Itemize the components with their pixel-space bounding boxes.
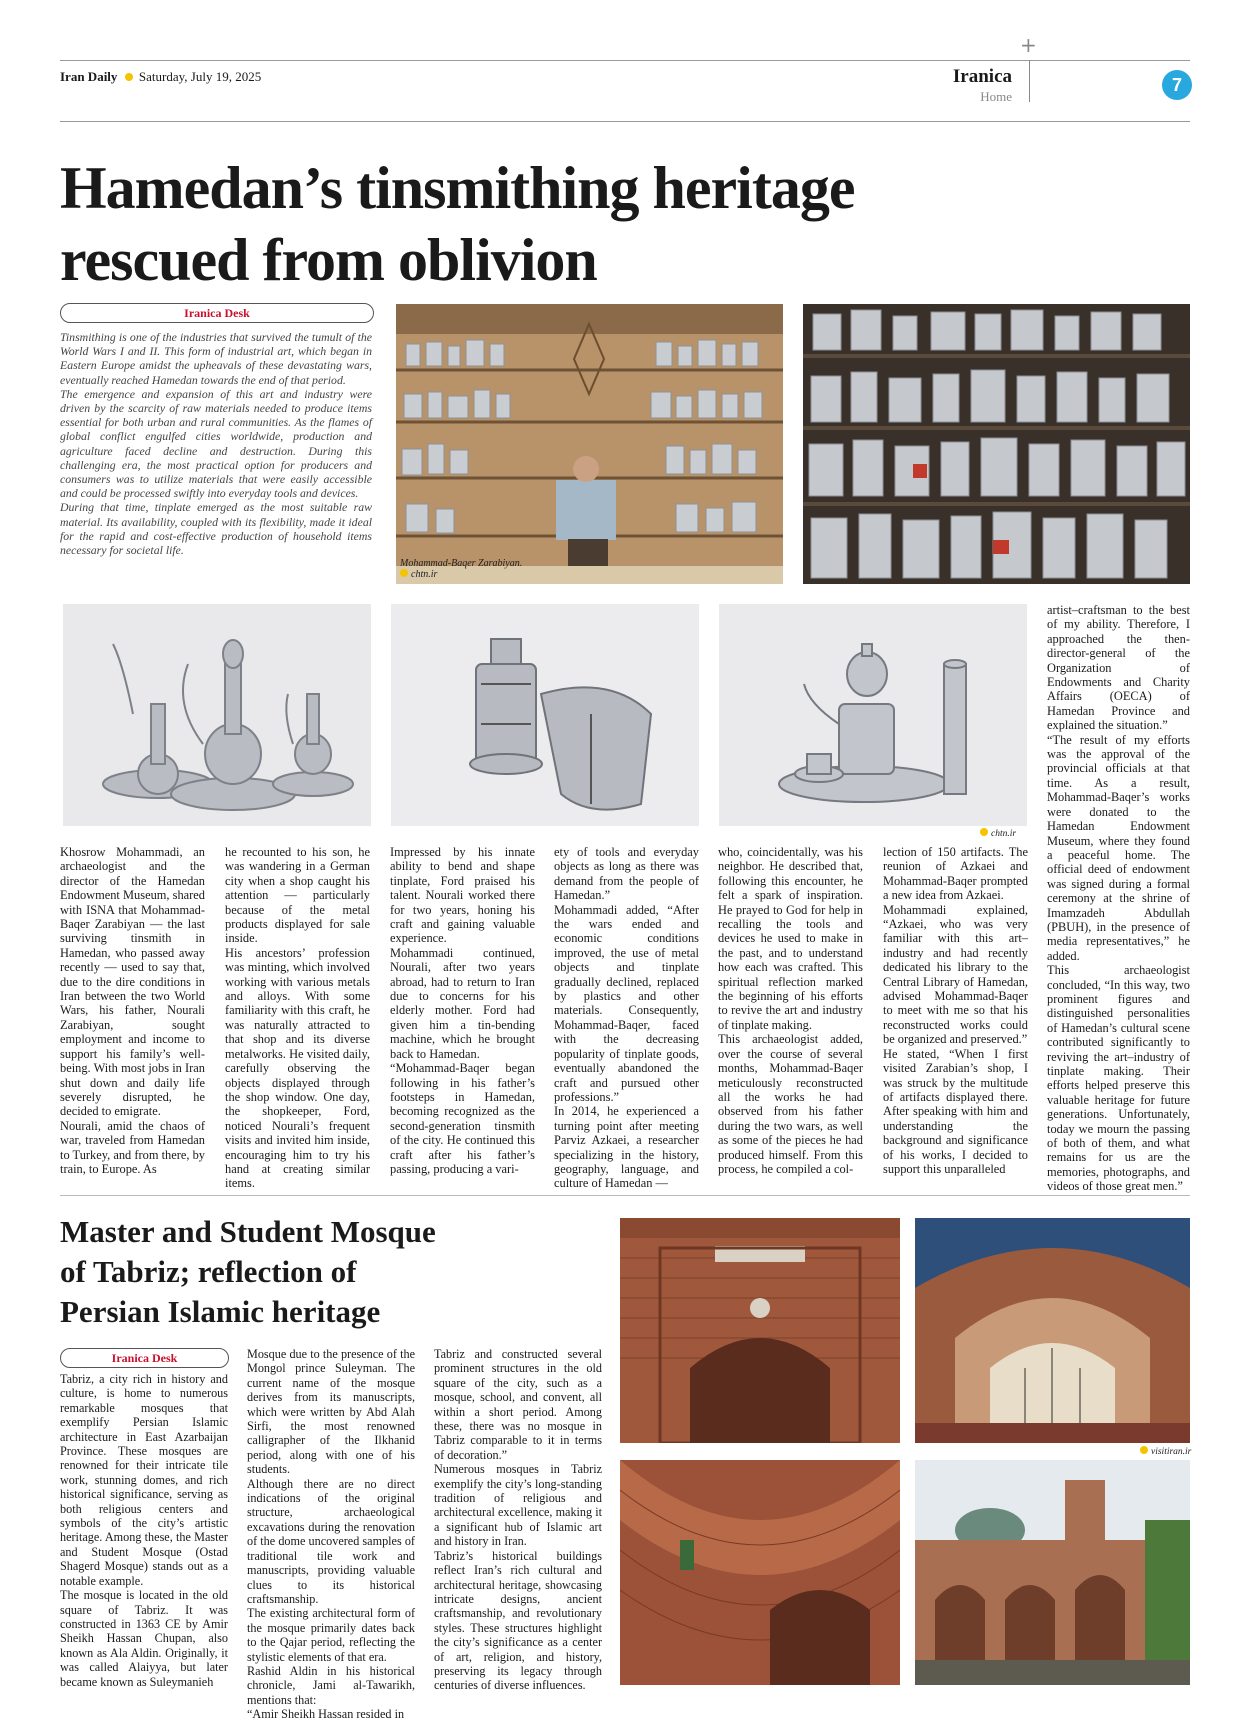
- mosque-brick-arches-photo: [620, 1460, 900, 1685]
- separator-dot-icon: [125, 73, 133, 81]
- article1-column-1: [60, 845, 205, 1176]
- caption-text: Mohammad-Baqer Zarabiyan.: [400, 558, 523, 569]
- credit-dot-icon: [400, 569, 408, 577]
- article1-column-7: [1047, 603, 1190, 1194]
- body-paragraph: The existing architectural form of the mosque primarily dates back to the Qajar period, reflecting the stylistic elements of that era.: [247, 1606, 415, 1664]
- body-paragraph: Mohammadi added, “After the wars ended and economic conditions improved, the use of metal objects and tinplate gradually declined, replaced by plastics and other materials. Consequently, Mohammad-Baqer, faced with the decreasing popularity of tinplate goods, eventually abandoned the craft and pursued other professions.”: [554, 902, 699, 1104]
- article1-column-3: [390, 845, 535, 1176]
- credit-dot-icon: [1140, 1446, 1148, 1454]
- body-paragraph: This archaeologist concluded, “In this way, two prominent figures and distinguished personalities of Hamedan’s cultural scene contributed significantly to reviving the art–industry of tinplate making. Their efforts helped preserve this valuable heritage for future generations. Unfortunately, today we mourn the passing of both of them, and what remains for us are the memories, photographs, and videos of those great men.”: [1047, 963, 1190, 1194]
- headline-line-2: of Tabriz; reflection of: [60, 1254, 357, 1289]
- body-paragraph: Khosrow Mohammadi, an archaeologist and the director of the Hamedan Endowment Museum, shared with ISNA that Mohammad-Baqer Zarabiyan — the last surviving tinsmith in Hamedan, who passed away recently — used to say that, due to the dire conditions in Iran between the two World Wars, his father, Nourali Zarabiyan, sought employment and income to support his family’s well-being. With most jobs in Iran shut down and daily life severely disrupted, he decided to emigrate.: [60, 845, 205, 1119]
- article2-column-1: [60, 1372, 228, 1689]
- header-top-rule: [60, 60, 1190, 61]
- body-paragraph: “The result of my efforts was the approval of the provincial officials at that time. As a result, Mohammad-Baqer’s works were donated to the Hamedan Endowment Museum, where they found a peaceful home. The official deed of endowment was signed during a formal ceremony at the shrine of Imamzadeh Abdullah (PBUH), in the presence of media representatives,” he added.: [1047, 732, 1190, 963]
- headline-line-1: Hamedan’s tinsmithing heritage: [60, 155, 855, 221]
- body-paragraph: In 2014, he experienced a turning point after meeting Parviz Azkaei, a researcher specializing in the history, geography, language, and culture of Hamedan —: [554, 1104, 699, 1191]
- body-paragraph: Mohammadi continued, Nourali, after two years abroad, had to return to Iran due to concerns for his elderly mother. Ford had given him a tin-bending machine, which he brought back to Hamedan.: [390, 945, 535, 1061]
- crop-mark-icon: +: [1020, 33, 1037, 57]
- article1-column-6: [883, 845, 1028, 1176]
- article1-headline: [60, 152, 854, 296]
- article1-column-4: [554, 845, 699, 1191]
- body-paragraph: Tabriz and constructed several prominent structures in the old square of the city, such as a mosque, school, and convent, all within a short period. Among these, there was no mosque in Tabriz comparable to it in terms of decoration.”: [434, 1347, 602, 1462]
- header-left: [60, 69, 261, 85]
- body-paragraph: Numerous mosques in Tabriz exemplify the city’s long-standing tradition of religious and architectural excellence, making it a significant hub of Islamic art and history in Iran.: [434, 1462, 602, 1549]
- page-number-badge: [1162, 70, 1192, 100]
- lead-paragraph: The emergence and expansion of this art and industry were driven by the scarcity of raw materials needed to produce items essential for both urban and rural communities. As the flames of global conflict engulfed cities worldwide, production and agriculture faced decline and destruction. During this challenging era, the most practical option for producers and consumers was to utilize materials that were easily accessible and could be processed swiftly into everyday tools and devices.: [60, 386, 372, 501]
- headline-line-2: rescued from oblivion: [60, 227, 597, 293]
- lead-paragraph: Tinsmithing is one of the industries that survived the tumult of the World Wars I and II. This form of industrial art, which began in Eastern Europe amidst the upheavals of these devastating wars, eventually reached Hamedan towards the end of that period.: [60, 330, 372, 387]
- body-paragraph: “Amir Sheikh Hassan resided in: [247, 1707, 405, 1722]
- article2-column-3: [434, 1347, 602, 1693]
- body-paragraph: ety of tools and everyday objects as long as there was demand from the people of Hamedan.”: [554, 845, 699, 903]
- headline-line-3: Persian Islamic heritage: [60, 1294, 381, 1329]
- lead-paragraph: During that time, tinplate emerged as the most suitable raw material. Its availability, coupled with its flexibility, made it ideal for the rapid and cost-effective production of household items necessary for societal life.: [60, 500, 372, 558]
- body-paragraph: Tabriz’s historical buildings reflect Iran’s rich cultural and architectural heritage, showcasing intricate designs, ancient craftsmanship, and revolutionary styles. These structures highlight the city’s significance as a center of art, religion, and history, preserving its legacy through centuries of diverse influences.: [434, 1548, 602, 1693]
- mosque-interior-dome-photo: [915, 1218, 1190, 1443]
- mosque-courtyard-photo: [915, 1460, 1190, 1685]
- body-paragraph: The mosque is located in the old square of Tabriz. It was constructed in 1363 CE by Amir Sheikh Hassan Chupan, also known as Ala Aldin. Originally, it was called Alaiyya, but later became known as Suleymanieh: [60, 1588, 228, 1689]
- article2-desk-label: Iranica Desk: [60, 1348, 229, 1368]
- tin-shelves-photo: [803, 304, 1190, 584]
- credit-dot-icon: [980, 828, 988, 836]
- section-title: Iranica: [952, 66, 1012, 87]
- body-paragraph: “Mohammad-Baqer began following in his father’s footsteps in Hamedan, becoming recognized as the second-generation tinsmith of the city. He continued this craft after his father’s passing, producing a vari-: [390, 1061, 535, 1176]
- credit-text: visitiran.ir: [1151, 1447, 1192, 1457]
- header-divider: [1029, 60, 1030, 102]
- artifact-photo-credit: [980, 828, 1016, 839]
- mosque-entrance-photo: [620, 1218, 900, 1443]
- credit-text: chtn.ir: [411, 569, 438, 580]
- article2-column-2: [247, 1347, 415, 1722]
- body-paragraph: This archaeologist added, over the course of several months, Mohammad-Baqer meticulously reconstructed all the works he had observed from his father during the two wars, as well as some of the pieces he had produced himself. From this process, he compiled a col-: [718, 1032, 863, 1176]
- headline-line-1: Master and Student Mosque: [60, 1214, 436, 1249]
- credit-text: chtn.ir: [991, 829, 1017, 839]
- body-paragraph: Mosque due to the presence of the Mongol prince Suleyman. The current name of the mosque derives from its manuscripts, which were written by Abd Alah Sirfi, the most renowned calligrapher of the Ilkhanid period, along with one of his students.: [247, 1347, 415, 1477]
- photo-credit: [400, 569, 522, 580]
- body-paragraph: he recounted to his son, he was wandering in a German city when a shop caught his attention — particularly because of the metal products displayed for sale inside.: [225, 845, 370, 946]
- article1-desk-label: Iranica Desk: [60, 303, 374, 323]
- body-paragraph: His ancestors’ profession was minting, which involved working with various metals and alloys. With some familiarity with this craft, he was naturally attracted to that shop and its diverse metalworks. He visited daily, carefully observing the objects displayed through the shop window. One day, the shopkeeper, Ford, noticed Nourali’s frequent visits and invited him inside, encouraging him to try his hand at creating similar items.: [225, 945, 370, 1191]
- body-paragraph: Rashid Aldin in his historical chronicle, Jami al-Tawarikh, mentions that:: [247, 1663, 415, 1707]
- article2-headline: [60, 1212, 436, 1332]
- issue-date: Saturday, July 19, 2025: [138, 69, 262, 84]
- tin-ewers-photo: [63, 604, 371, 826]
- header-bottom-rule: [60, 121, 1190, 122]
- body-paragraph: Impressed by his innate ability to bend and shape tinplate, Ford praised his talent. Nourali worked there for two years, honing his craft and gaining valuable experience.: [390, 845, 535, 946]
- body-paragraph: He stated, “When I first visited Zarabian’s shop, I was struck by the multitude of artifacts displayed there. After speaking with him and understanding the background and significance of his works, I decided to support this unparalleled: [883, 1046, 1028, 1176]
- article-divider: [60, 1195, 1190, 1196]
- article1-column-2: [225, 845, 370, 1191]
- body-paragraph: Nourali, amid the chaos of war, traveled from Hamedan to Turkey, and from there, by train, to Europe. As: [60, 1118, 205, 1176]
- tin-teapot-set-photo: [719, 604, 1027, 826]
- tin-lantern-photo: [391, 604, 699, 826]
- body-paragraph: Although there are no direct indications of the original structure, archaeological excavations during the renovation of the dome uncovered samples of traditional tile work and manuscripts, providing valuable clues to its historical craftsmanship.: [247, 1476, 415, 1606]
- mosque-photo-credit: [1140, 1446, 1191, 1457]
- article1-column-5: [718, 845, 863, 1176]
- tinsmith-shop-photo: [396, 304, 783, 584]
- subsection-title: Home: [980, 89, 1012, 104]
- page-number: 7: [1171, 75, 1182, 95]
- article1-lead: [60, 330, 372, 557]
- body-paragraph: artist–craftsman to the best of my ability. Therefore, I approached the then-director-general of the Organization of Endowments and Charity Affairs (OECA) of Hamedan Province and explained the situation.”: [1047, 603, 1190, 733]
- paper-name: Iran Daily: [60, 69, 118, 84]
- body-paragraph: Tabriz, a city rich in history and culture, is home to numerous remarkable mosques that exemplify Persian Islamic architecture in East Azarbaijan Province. These mosques are renowned for their intricate tile work, stunning domes, and rich historical significance, serving as both religious centers and symbols of the city’s artistic heritage. Among these, the Master and Student Mosque (Ostad Shagerd Mosque) stands out as a notable example.: [60, 1372, 228, 1588]
- tinsmith-photo-caption: [400, 558, 522, 580]
- body-paragraph: lection of 150 artifacts. The reunion of Azkaei and Mohammad-Baqer prompted a new idea from Azkaei.: [883, 845, 1028, 903]
- body-paragraph: Mohammadi explained, “Azkaei, who was very familiar with this art–industry and had recently dedicated his library to the Central Library of Hamedan, advised Mohammad-Baqer to meet with me so that his reconstructed works could be organized and preserved.”: [883, 902, 1028, 1047]
- body-paragraph: who, coincidentally, was his neighbor. He described that, following this encounter, he felt a spark of inspiration. He prayed to God for help in recalling the tools and devices he used to make in the past, and to understand how each was crafted. This spiritual reflection marked the beginning of his efforts to revive the art and industry of tinplate making.: [718, 845, 863, 1032]
